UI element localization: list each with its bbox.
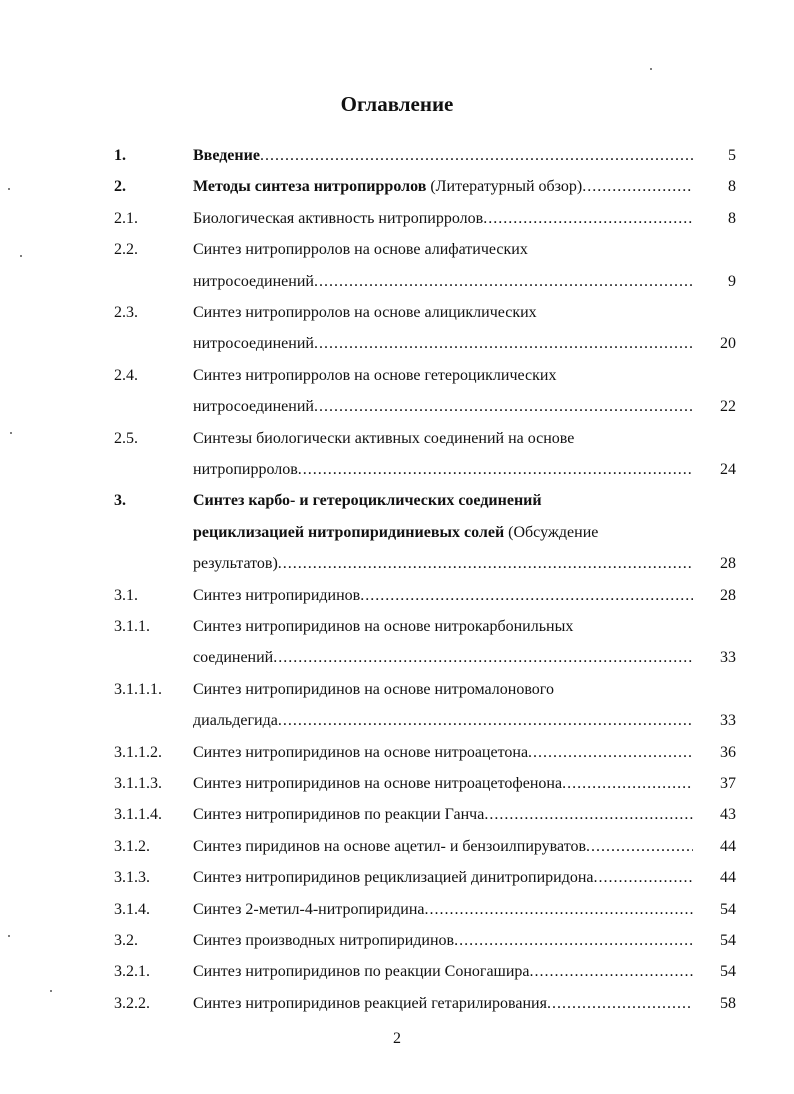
toc-entry-title-bold: Синтез карбо- и гетероциклических соединений <box>193 492 542 510</box>
toc-entry-title <box>193 391 693 422</box>
toc-entry-title-text: Синтез нитропиридинов рециклизацией динитропиридона <box>193 869 594 887</box>
toc-entry-title <box>193 171 693 202</box>
toc-entry-number: 2.1. <box>114 209 138 227</box>
dot-leader <box>278 705 693 736</box>
toc-entry-title <box>193 611 693 642</box>
toc-entry-number: 3.2. <box>114 932 138 949</box>
toc-row <box>114 642 736 673</box>
toc-entry-page: 24 <box>720 461 736 478</box>
toc-entry-page: 44 <box>720 869 736 887</box>
toc-entry-page: 44 <box>720 837 736 855</box>
dot-leader <box>547 988 693 1019</box>
toc-entry-title <box>193 674 693 705</box>
toc-row <box>114 925 736 956</box>
toc-entry-number: 2.5. <box>114 429 138 447</box>
toc-row <box>114 297 736 328</box>
dot-leader <box>582 171 693 202</box>
toc-entry-title <box>193 956 693 987</box>
toc-entry-title-text: (Обсуждение <box>504 523 599 541</box>
scan-speck <box>8 935 10 937</box>
toc-entry-page: 9 <box>728 272 736 290</box>
dot-leader <box>530 956 693 987</box>
toc-row <box>114 517 736 548</box>
toc-row <box>114 360 736 391</box>
toc-row <box>114 140 736 171</box>
toc-row <box>114 831 736 862</box>
toc-entry-number: 3.1.2. <box>114 837 150 855</box>
toc-entry-title <box>193 266 693 297</box>
toc-row <box>114 705 736 736</box>
scan-speck <box>8 188 10 190</box>
toc-row <box>114 674 736 705</box>
dot-leader <box>260 140 693 171</box>
toc-row <box>114 266 736 297</box>
toc-entry-title <box>193 894 693 925</box>
toc-entry-title-text: Синтез нитропиридинов реакцией гетарилирования <box>193 994 547 1012</box>
toc-entry-title <box>193 831 693 862</box>
toc-entry-title-text: Синтез нитропиридинов по реакции Ганча <box>193 806 485 824</box>
toc-row <box>114 171 736 202</box>
toc-entry-page: 58 <box>720 994 736 1012</box>
toc-entry-page: 43 <box>720 806 736 824</box>
toc-row <box>114 485 736 516</box>
toc-entry-title-text: Синтез нитропирролов на основе алициклических <box>193 304 537 321</box>
toc-entry-title <box>193 642 693 673</box>
toc-entry-title-text: Синтез нитропиридинов на основе нитроацетофенона <box>193 775 563 792</box>
toc-row <box>114 799 736 830</box>
toc-entry-title <box>193 862 693 893</box>
toc-row <box>114 611 736 642</box>
toc-entry-title <box>193 423 693 454</box>
dot-leader <box>278 548 693 579</box>
toc-entry-page: 33 <box>720 649 736 667</box>
toc-entry-number: 3.1.1. <box>114 618 150 635</box>
toc-entry-page: 54 <box>720 900 736 918</box>
toc-entry-number: 3. <box>114 492 126 510</box>
scan-speck <box>20 255 22 257</box>
toc-entry-title <box>193 140 693 171</box>
toc-entry-number: 3.1.1.4. <box>114 806 162 824</box>
toc-entry-number: 3.1.1.2. <box>114 743 162 761</box>
toc-entry-page: 28 <box>720 555 736 573</box>
toc-entry-title <box>193 360 693 391</box>
dot-leader <box>528 737 693 768</box>
toc-entry-title-bold: рециклизацией нитропиридиниевых солей <box>193 523 505 541</box>
toc-row <box>114 454 736 485</box>
toc-row <box>114 862 736 893</box>
toc-entry-title-text: Синтез нитропиридинов на основе нитромалонового <box>193 680 554 698</box>
toc-entry-number: 1. <box>114 147 126 164</box>
scan-speck <box>650 68 652 70</box>
dot-leader <box>454 925 693 956</box>
toc-entry-title-text: Биологическая активность нитропирролов <box>193 209 484 227</box>
toc-entry-title-text: нитросоединений <box>193 272 314 290</box>
toc-entry-title-bold: Введение <box>193 147 260 164</box>
toc-entry-title-text: Синтез нитропиридинов <box>193 586 361 604</box>
toc-entry-title-text: Синтез производных нитропиридинов <box>193 932 455 949</box>
toc-entry-title <box>193 517 693 548</box>
toc-entry-page: 37 <box>720 775 736 792</box>
toc-entry-title-text: результатов) <box>193 555 278 573</box>
toc-entry-title-text: Синтез нитропиридинов на основе нитрокарбонильных <box>193 618 574 635</box>
toc-entry-title <box>193 799 693 830</box>
toc-entry-number: 3.2.2. <box>114 994 150 1012</box>
scan-speck <box>10 432 12 434</box>
toc-row <box>114 737 736 768</box>
toc-entry-title <box>193 234 693 265</box>
toc-entry-number: 2.2. <box>114 241 138 259</box>
toc-entry-title-text: нитросоединений <box>193 398 314 416</box>
dot-leader <box>483 203 693 234</box>
toc-entry-title-text: Синтез нитропирролов на основе гетероциклических <box>193 366 557 384</box>
toc-entry-number: 2.4. <box>114 366 138 384</box>
toc-row <box>114 203 736 234</box>
toc-row <box>114 391 736 422</box>
dot-leader <box>425 894 693 925</box>
toc-entry-title-text: Синтез пиридинов на основе ацетил- и бензоилпируватов <box>193 837 587 855</box>
toc-entry-number: 3.1. <box>114 586 138 604</box>
scan-speck <box>50 990 52 992</box>
dot-leader <box>594 862 694 893</box>
toc-entry-title <box>193 328 693 359</box>
toc-row <box>114 956 736 987</box>
toc-entry-title-text: нитросоединений <box>193 335 314 353</box>
toc-row <box>114 548 736 579</box>
toc-entry-number: 3.1.1.1. <box>114 680 162 698</box>
toc-entry-title <box>193 454 693 485</box>
toc-entry-title <box>193 580 693 611</box>
toc-row <box>114 988 736 1019</box>
toc-entry-title-text: Синтез нитропиридинов по реакции Соногашира <box>193 963 530 981</box>
toc-entry-number: 3.1.1.3. <box>114 775 162 792</box>
toc-entry-title-text: диальдегида <box>193 712 278 730</box>
toc-entry-title-text: соединений <box>193 649 274 667</box>
toc-entry-page: 8 <box>728 178 736 196</box>
toc-row <box>114 423 736 454</box>
page-title: Оглавление <box>340 92 454 116</box>
toc-row <box>114 894 736 925</box>
toc-entry-page: 33 <box>720 712 736 730</box>
toc-entry-title-text: Синтез нитропирролов на основе алифатических <box>193 241 528 259</box>
toc-entry-title <box>193 203 693 234</box>
toc-entry-page: 22 <box>720 398 736 416</box>
toc-entry-title <box>193 737 693 768</box>
toc-entry-title-bold: Методы синтеза нитропирролов <box>193 178 427 196</box>
toc-entry-title <box>193 485 693 516</box>
toc-entry-number: 2. <box>114 178 126 196</box>
toc-entry-title-text: Синтез 2-метил-4-нитропиридина <box>193 900 425 918</box>
toc-entry-title <box>193 768 693 799</box>
toc-entry-title <box>193 297 693 328</box>
toc-entry-title-text: Синтезы биологически активных соединений на основе <box>193 429 575 447</box>
dot-leader <box>562 768 693 799</box>
toc-entry-page: 5 <box>728 147 736 164</box>
dot-leader <box>273 642 693 673</box>
toc-entry-title-text: Синтез нитропиридинов на основе нитроацетона <box>193 743 529 761</box>
toc-entry-number: 3.1.4. <box>114 900 150 918</box>
toc-entry-page: 54 <box>720 932 736 949</box>
dot-leader <box>298 454 693 485</box>
toc-entry-title <box>193 988 693 1019</box>
toc-entry-number: 3.2.1. <box>114 963 150 981</box>
toc-entry-title <box>193 925 693 956</box>
toc-entry-page: 28 <box>720 586 736 604</box>
toc-entry-title-text: (Литературный обзор) <box>426 178 583 196</box>
toc-entry-title-text: нитропирролов <box>193 461 298 478</box>
dot-leader <box>360 580 693 611</box>
toc-entry-title <box>193 705 693 736</box>
toc-row <box>114 328 736 359</box>
toc-entry-title <box>193 548 693 579</box>
toc-row <box>114 580 736 611</box>
toc-entry-number: 3.1.3. <box>114 869 150 887</box>
dot-leader <box>314 266 693 297</box>
toc-entry-page: 20 <box>720 335 736 353</box>
toc-entry-page: 54 <box>720 963 736 981</box>
toc-row <box>114 234 736 265</box>
dot-leader <box>484 799 693 830</box>
toc-entry-page: 36 <box>720 743 736 761</box>
toc-entry-page: 8 <box>728 209 736 227</box>
dot-leader <box>314 391 693 422</box>
dot-leader <box>314 328 693 359</box>
page-number: 2 <box>393 1030 401 1047</box>
dot-leader <box>586 831 693 862</box>
toc-row <box>114 768 736 799</box>
toc-entry-number: 2.3. <box>114 304 138 321</box>
